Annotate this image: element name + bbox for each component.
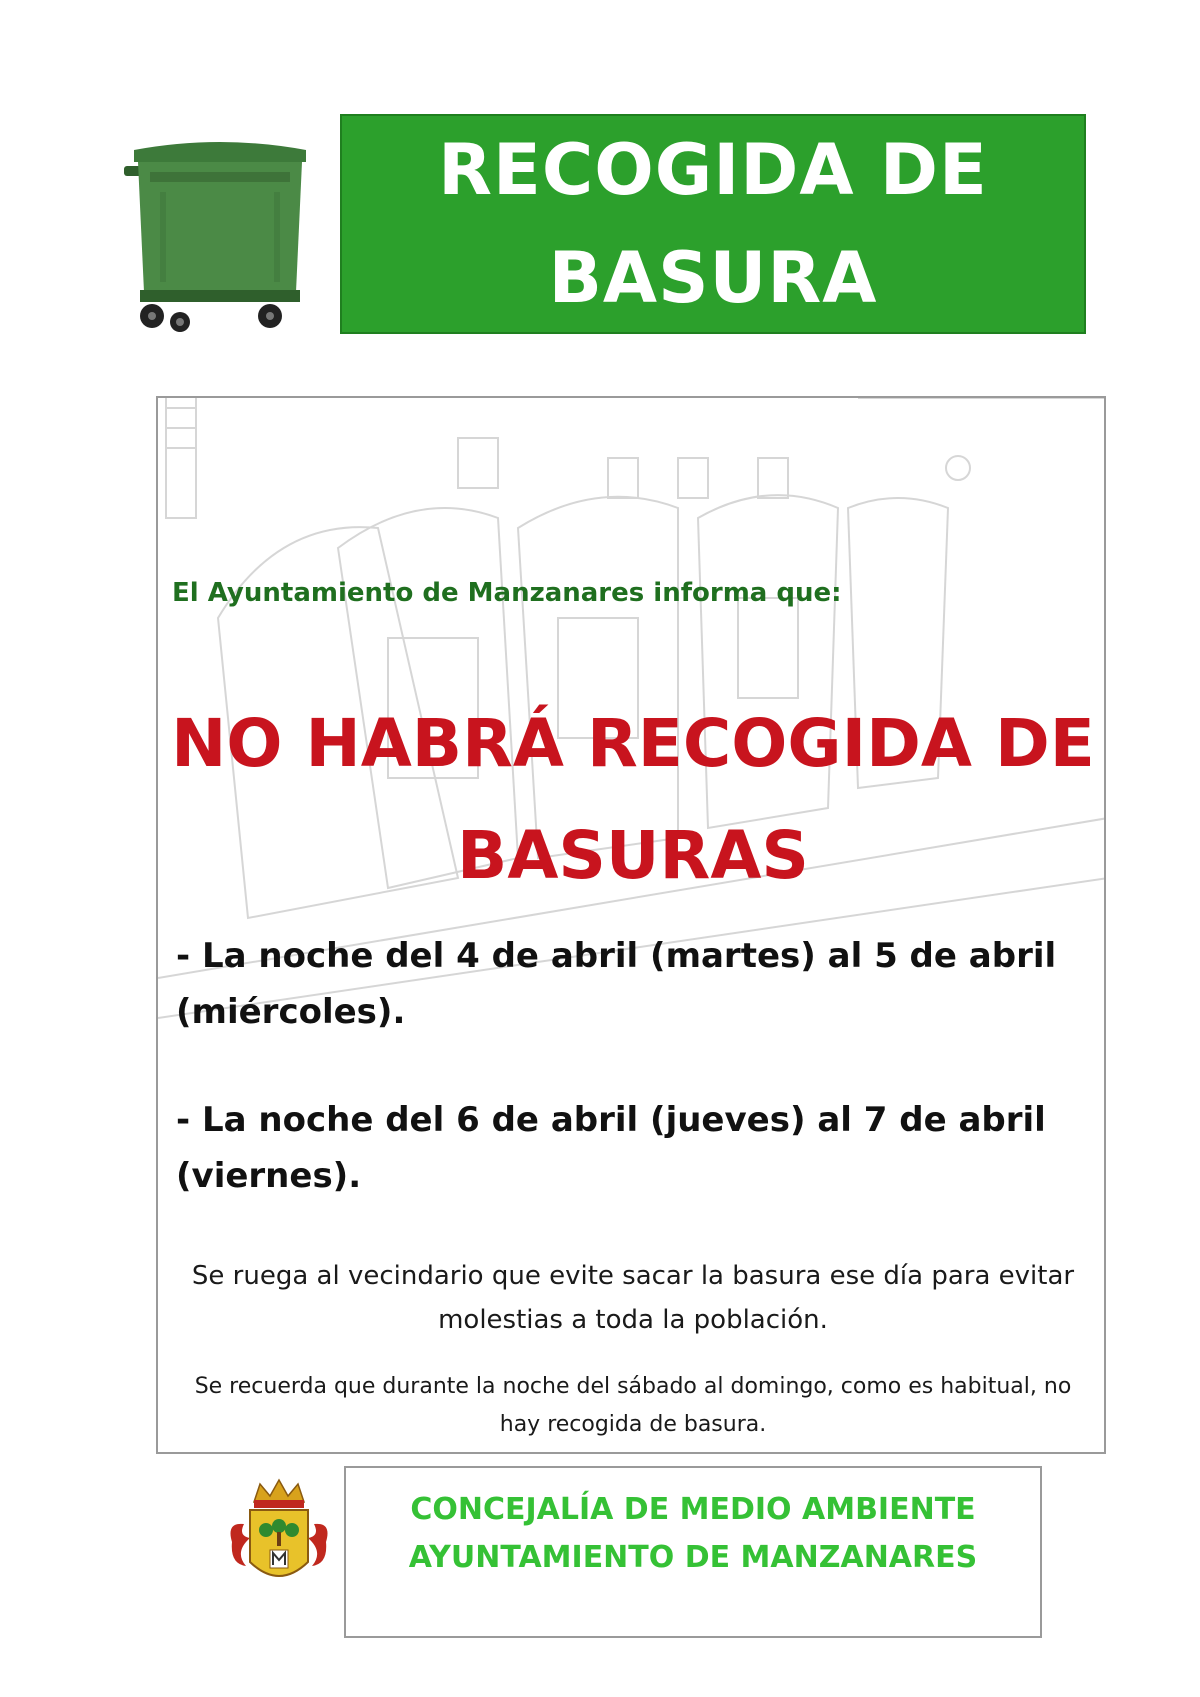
garbage-container-icon [120,132,320,332]
request-note: Se ruega al vecindario que evite sacar la basura ese día para evitar molestias a toda la población. [191,1261,1075,1335]
date-item: - La noche del 6 de abril (jueves) al 7 de abril (viernes). [176,1100,1046,1196]
header-banner [340,114,1086,334]
notice-box [156,396,1106,1454]
footer-box [344,1466,1042,1638]
date-item: - La noche del 4 de abril (martes) al 5 de abril (miércoles). [176,936,1057,1032]
council-name: AYUNTAMIENTO DE MANZANARES [408,1540,978,1575]
department-name: CONCEJALÍA DE MEDIO AMBIENTE [410,1492,976,1527]
reminder-note: Se recuerda que durante la noche del sábado al domingo, como es habitual, no hay recogida de basura. [194,1374,1072,1437]
municipal-coat-of-arms-icon [224,1472,334,1602]
intro-text: El Ayuntamiento de Manzanares informa que: [172,578,842,608]
page-title: RECOGIDA DE BASURA [438,129,988,319]
headline: NO HABRÁ RECOGIDA DE BASURAS [171,705,1095,894]
